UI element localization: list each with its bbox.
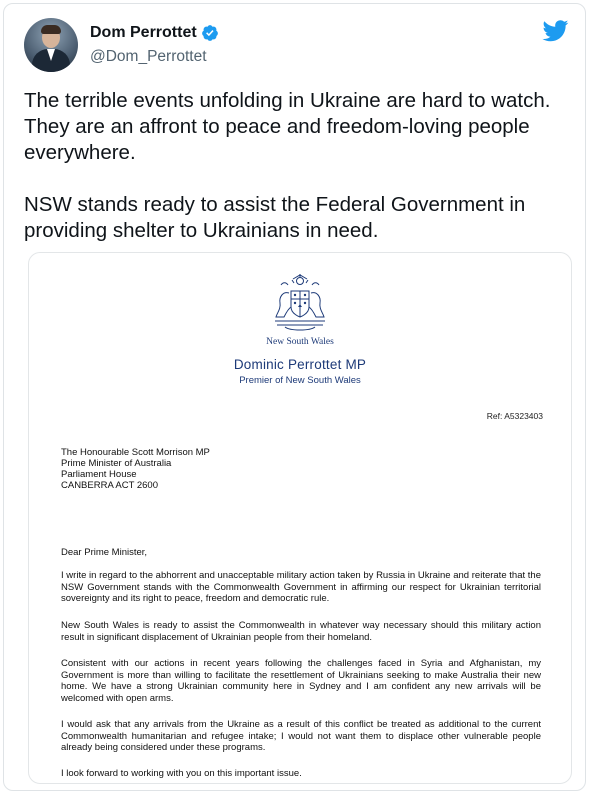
avatar[interactable] (24, 18, 78, 72)
address-line: Prime Minister of Australia (61, 458, 172, 469)
attached-letter-image[interactable] (28, 252, 572, 784)
tweet-header (24, 18, 569, 76)
letter-paragraph: Consistent with our actions in recent years following the challenges faced in Syria and Afghanistan, my Government is more than willing to facilitate the resettlement of Ukrainians seeking to make Australia their new home. We have a strong Ukrainian community here in Sydney and I am confident any new arrivals will be welcomed with open arms. (61, 658, 541, 704)
display-name[interactable]: Dom Perrottet (90, 24, 197, 41)
letter-reference: Ref: A5323403 (486, 411, 543, 421)
nsw-coat-of-arms-icon (267, 273, 333, 335)
sender-title: Premier of New South Wales (239, 375, 361, 386)
crest-caption: New South Wales (266, 337, 334, 347)
letter-salutation: Dear Prime Minister, (61, 547, 148, 558)
address-line: Parliament House (61, 469, 137, 480)
recipient-address (61, 447, 210, 491)
author-handle[interactable]: @Dom_Perrottet (90, 48, 207, 65)
address-line: CANBERRA ACT 2600 (61, 480, 158, 491)
verified-badge-icon (201, 24, 219, 42)
twitter-bird-icon[interactable] (542, 20, 569, 42)
letter-paragraph: I would ask that any arrivals from the Ukraine as a result of this conflict be treated as additional to the current Commonwealth humanitarian and refugee intake; I would not want them to displace other vulnerable people already being considered under these programs. (61, 719, 541, 753)
address-line: The Honourable Scott Morrison MP (61, 447, 210, 458)
letter-paragraph: I look forward to working with you on this important issue. (61, 768, 302, 779)
letter-paragraph: New South Wales is ready to assist the Commonwealth in whatever way necessary should this military action result in significant displacement of Ukrainian people from their homeland. (61, 620, 541, 643)
tweet-card (3, 3, 586, 791)
sender-name: Dominic Perrottet MP (233, 357, 367, 372)
letter-paragraph: I write in regard to the abhorrent and unacceptable military action taken by Russia in Ukraine and reiterate that the NSW Government stands with the Commonwealth Government in affirming our respect for Ukrainian territorial sovereignty and its right to peace, freedom and democratic rule. (61, 570, 541, 604)
tweet-text: The terrible events unfolding in Ukraine are hard to watch. They are an affront to peace and freedom-loving people everywhere. NSW stands ready to assist the Federal Government in providing shelter to Ukrainians in need. (24, 89, 551, 242)
author-name-row (90, 24, 219, 42)
